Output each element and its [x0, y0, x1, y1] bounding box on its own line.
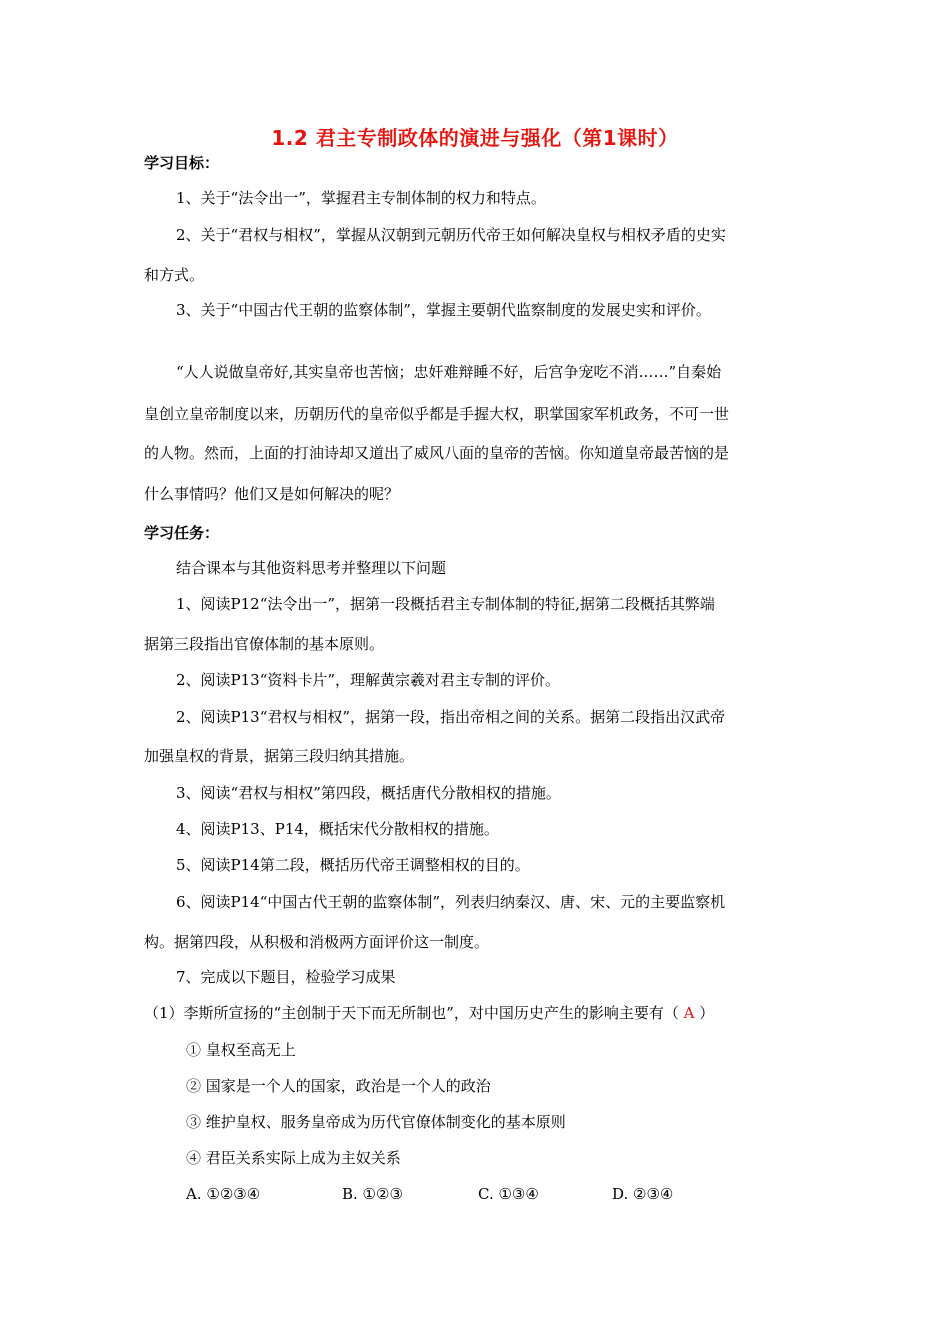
- objective-line: 1、关于“法令出一”，掌握君主专制体制的权力和特点。: [176, 189, 546, 207]
- question-stem-end: ）: [694, 1004, 715, 1022]
- answer-option-a: A. ①②③④: [186, 1185, 261, 1203]
- task-line: 3、阅读“君权与相权”第四段，概括唐代分散相权的措施。: [176, 784, 561, 802]
- task-line: 构。据第四段，从积极和消极两方面评价这一制度。: [144, 933, 490, 951]
- answer-option-b: B. ①②③: [342, 1185, 403, 1203]
- question-stem: [144, 1003, 714, 1023]
- task-line: 加强皇权的背景，据第三段归纳其措施。: [144, 747, 415, 765]
- task-line: 5、阅读P14第二段，概括历代帝王调整相权的目的。: [176, 856, 530, 874]
- objective-line: 和方式。: [144, 266, 205, 284]
- task-line: 6、阅读P14“中国古代王朝的监察体制”，列表归纳秦汉、唐、宋、元的主要监察机: [176, 893, 726, 911]
- task-line: 2、阅读P13“君权与相权”，据第一段，指出帝相之间的关系。据第二段指出汉武帝: [176, 708, 726, 726]
- objectives-heading: 学习目标：: [144, 154, 220, 172]
- task-line: 7、完成以下题目，检验学习成果: [176, 968, 396, 986]
- intro-line: 什么事情吗？他们又是如何解决的呢？: [144, 485, 400, 503]
- task-line: 1、阅读P12“法令出一”，据第一段概括君主专制体制的特征,据第二段概括其弊端: [176, 595, 715, 613]
- intro-line: 的人物。然而，上面的打油诗却又道出了威风八面的皇帝的苦恼。你知道皇帝最苦恼的是: [144, 444, 730, 462]
- question-item: ③ 维护皇权、服务皇帝成为历代官僚体制变化的基本原则: [186, 1113, 566, 1131]
- question-item: ① 皇权至高无上: [186, 1041, 296, 1059]
- answer-option-c: C. ①③④: [478, 1185, 539, 1203]
- objective-line: 2、关于“君权与相权”，掌握从汉朝到元朝历代帝王如何解决皇权与相权矛盾的史实: [176, 226, 726, 244]
- question-item: ② 国家是一个人的国家，政治是一个人的政治: [186, 1077, 491, 1095]
- objective-line: 3、关于“中国古代王朝的监察体制”，掌握主要朝代监察制度的发展史实和评价。: [176, 301, 711, 319]
- question-answer: A: [683, 1004, 695, 1022]
- task-line: 2、阅读P13“资料卡片”，理解黄宗羲对君主专制的评价。: [176, 671, 561, 689]
- question-item: ④ 君臣关系实际上成为主奴关系: [186, 1149, 401, 1167]
- intro-line: 皇创立皇帝制度以来，历朝历代的皇帝似乎都是手握大权，职掌国家军机政务，不可一世: [144, 405, 730, 423]
- task-line: 结合课本与其他资料思考并整理以下问题: [176, 559, 447, 577]
- page-title: 1.2 君主专制政体的演进与强化（第1课时）: [271, 126, 679, 150]
- question-stem-text: （1）李斯所宣扬的“主创制于天下而无所制也”，对中国历史产生的影响主要有（: [144, 1004, 684, 1022]
- task-line: 4、阅读P13、P14，概括宋代分散相权的措施。: [176, 820, 499, 838]
- task-line: 据第三段指出官僚体制的基本原则。: [144, 635, 385, 653]
- answer-option-d: D. ②③④: [612, 1185, 674, 1203]
- intro-line: “人人说做皇帝好,其实皇帝也苦恼；忠奸难辩睡不好，后宫争宠吃不消……”自秦始: [176, 363, 722, 381]
- tasks-heading: 学习任务：: [144, 524, 220, 542]
